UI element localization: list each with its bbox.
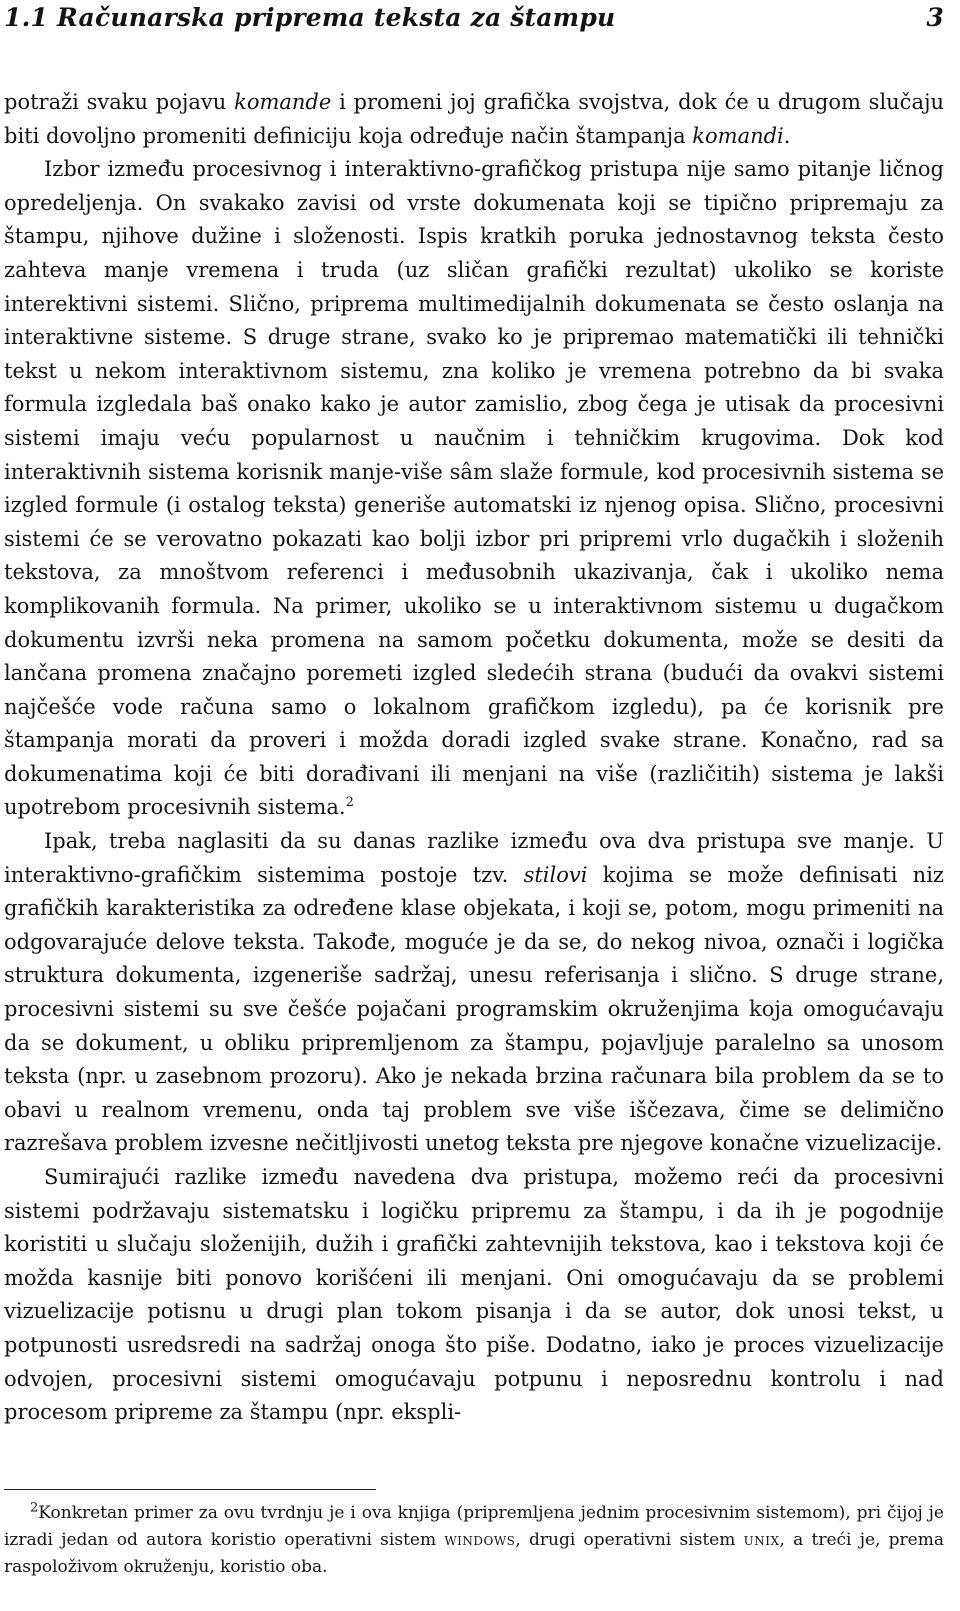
main-text bbox=[4, 86, 944, 1430]
running-header bbox=[4, 2, 944, 38]
emphasis: komandi bbox=[692, 123, 784, 148]
footnote-text: Konkretan primer za ovu tvrdnju je i ova knjiga (pripremljena jednim procesivnim sistemom), pri čijoj je izradi jedan od autora koristio operativni sistem bbox=[4, 1503, 944, 1550]
footnote-reference[interactable]: 2 bbox=[345, 795, 354, 811]
paragraph-text: Izbor između procesivnog i interaktivno-grafičkog pristupa nije samo pitanje ličnog opredeljenja. On svakako zavisi od vrste dokumenata koji se tipično pripremaju za štampu, njihove dužine i složenosti. Ispis kratkih poruka jednostavnog teksta često zahteva manje vremena i truda (uz sličan grafički rezultat) ukoliko se koriste interektivni sistemi. Slično, priprema multimedijalnih dokumenata se često oslanja na interaktivne sisteme. S druge strane, svako ko je pripremao matematički ili tehnički tekst u nekom interaktivnom sistemu, zna koliko je vremena potrebno da bi svaka formula izgledala baš onako kako je autor zamislio, zbog čega je utisak da procesivni sistemi imaju veću popularnost u naučnim i tehničkim krugovima. Dok kod interaktivnih sistema korisnik manje-više sâm slaže formule, kod procesivnih sistema se izgled formule (i ostalog teksta) generiše automatski iz njenog opisa. Slično, procesivni sistemi će se verovatno pokazati kao bolji izbor pri pripremi vrlo dugačkih i složenih tekstova, za mnoštvom referenci i međusobnih ukazivanja, čak i ukoliko nema komplikovanih formula. Na primer, ukoliko se u interaktivnom sistemu u dugačkom dokumentu izvrši neka promena na samom početku dokumenta, može se desiti da lančana promena značajno poremeti izgled sledećih strana (budući da ovakvi sistemi najčešće vode računa samo o lokalnom grafičkom izgledu), pa će korisnik pre štampanja morati da proveri i možda doradi izgled svake strane. Konačno, rad sa dokumenatima koji će biti dorađivani ili menjani na više (različitih) sistema je lakši upotrebom procesivnih sistema. bbox=[4, 157, 944, 820]
emphasis: komande bbox=[234, 90, 332, 114]
paragraph-text: kojima se može definisati niz grafičkih karakteristika za određene klase objekata, i koji se, potom, mogu primeniti na odgovarajuće delove teksta. Takođe, moguće je da se, do nekog nivoa, označi i logička struktura dokumenta, izgeneriše sadržaj, unesu referisanja i slično. S druge strane, procesivni sistemi su sve češće pojačani programskim okruženjima koja omogućavaju da se dokument, u obliku pripremljenom za štampu, pojavljuje paralelno sa unosom teksta (npr. u zasebnom prozoru). Ako je nekada brzina računara bila problem da se to obavi u realnom vremenu, onda taj problem sve više iščezava, čime se delimično razrešava problem izvesne nečitljivosti unetog teksta pre njegove konačne vizuelizacije. bbox=[4, 862, 944, 1156]
footnote-divider bbox=[4, 1489, 376, 1490]
emphasis: stilovi bbox=[523, 862, 588, 887]
paragraph-4 bbox=[4, 1161, 944, 1430]
paragraph-text: Ipak, treba naglasiti da su danas razlike između ova dva pristupa sve manje. U interaktivno-grafičkim sistemima postoje tzv. bbox=[4, 829, 944, 887]
footnote-mark: 2 bbox=[30, 1500, 39, 1516]
paragraph-text: i promeni joj grafička svojstva, dok će u drugom slučaju biti dovoljno promeniti definiciju koja određuje način štampanja bbox=[4, 90, 945, 148]
footnote-text: , a treći je, prema raspoloživom okruženju, koristio oba. bbox=[4, 1530, 944, 1577]
os-name: unix bbox=[743, 1530, 780, 1550]
paragraph-2 bbox=[4, 153, 944, 825]
section-title: 1.1 Računarska priprema teksta za štampu bbox=[4, 3, 616, 32]
paragraph-1 bbox=[4, 86, 944, 153]
footnote bbox=[4, 1500, 944, 1581]
page-number: 3 bbox=[926, 3, 944, 32]
paragraph-3 bbox=[4, 825, 944, 1161]
paragraph-text: Sumirajući razlike između navedena dva pristupa, možemo reći da procesivni sistemi podržavaju sistematsku i logičku pripremu za štampu, i da ih je pogodnije koristiti u slučaju složenijih, dužih i grafički zahtevnijih tekstova, kao i tekstova koji će možda kasnije biti ponovo korišćeni ili menjani. Oni omogućavaju da se problemi vizuelizacije potisnu u drugi plan tokom pisanja i da se autor, dok unosi tekst, u potpunosti usredsredi na sadržaj onoga što piše. Dodatno, iako je proces vizuelizacije odvojen, procesivni sistemi omogućavaju potpunu i neposrednu kontrolu i nad procesom pripreme za štampu (npr. ekspli- bbox=[4, 1165, 944, 1425]
os-name: windows bbox=[444, 1530, 516, 1550]
footnote-text: , drugi operativni sistem bbox=[515, 1530, 744, 1550]
paragraph-text: . bbox=[783, 123, 791, 148]
paragraph-text: potraži svaku pojavu bbox=[4, 90, 235, 114]
